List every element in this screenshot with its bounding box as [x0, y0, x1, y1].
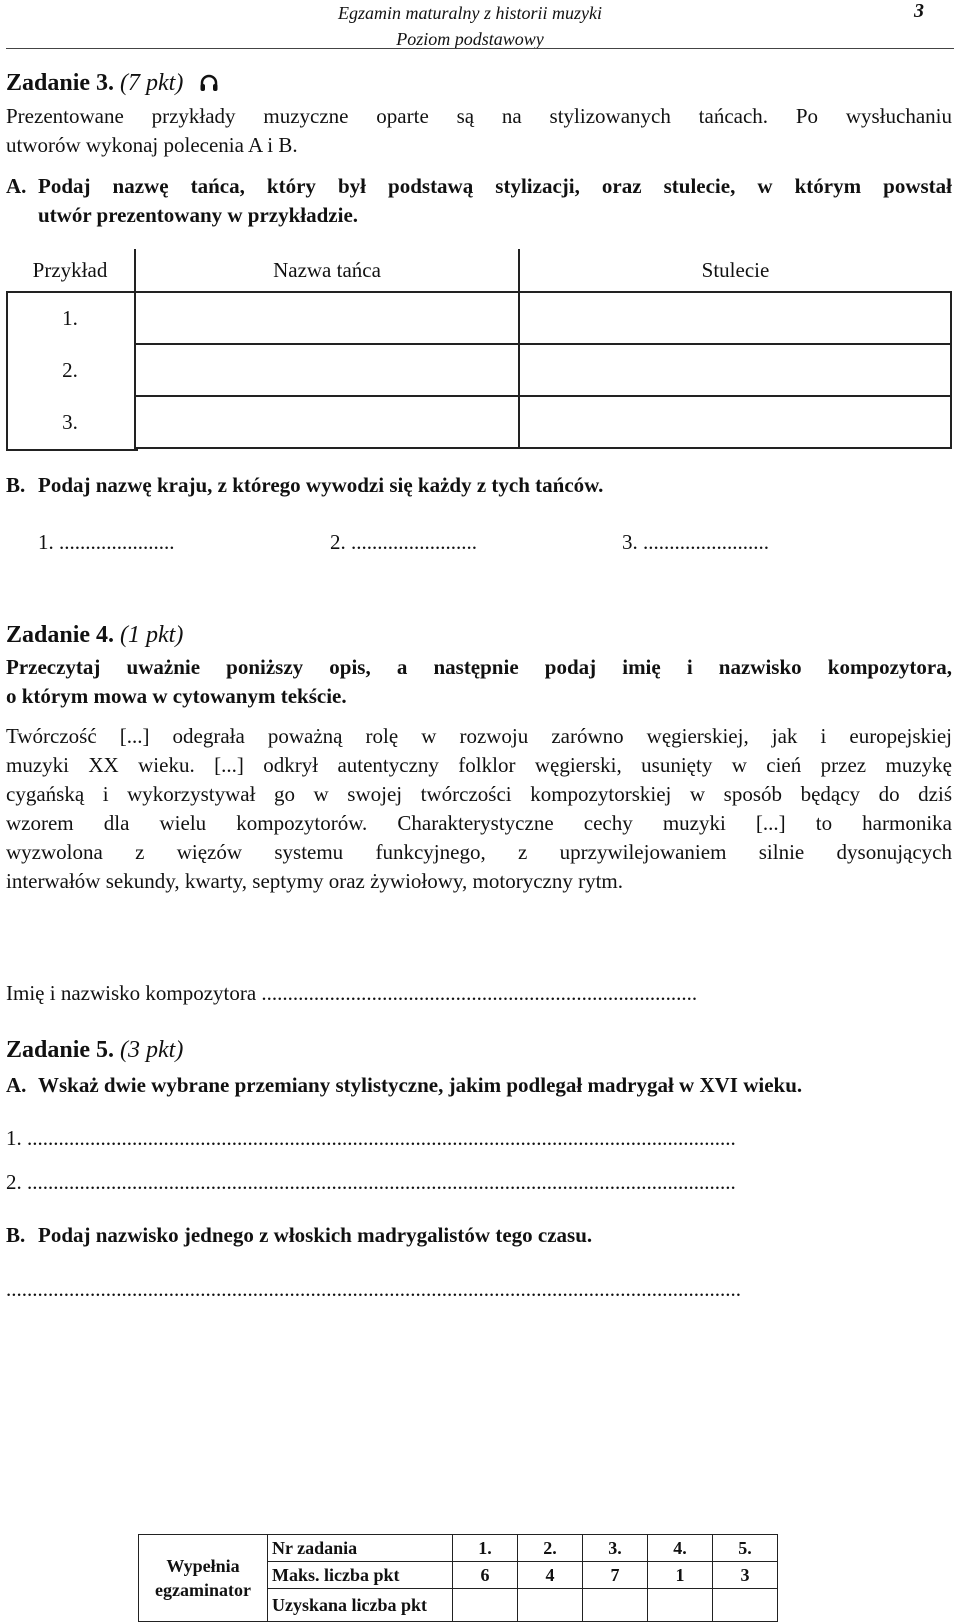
task4-title: Zadanie 4. — [6, 622, 115, 648]
table-row — [6, 396, 951, 448]
header-example: Przykład — [6, 249, 135, 292]
answer-line-1[interactable]: 1. ...................... — [38, 530, 175, 554]
obtained-points-cell[interactable] — [713, 1589, 778, 1622]
header-century: Stulecie — [519, 249, 951, 292]
row-label-max-points: Maks. liczba pkt — [268, 1562, 453, 1589]
headphones-icon — [199, 72, 219, 90]
dance-name-cell[interactable] — [135, 292, 519, 344]
century-cell[interactable] — [519, 396, 951, 448]
task-number-cell: 4. — [648, 1535, 713, 1562]
task-number-cell: 5. — [713, 1535, 778, 1562]
century-cell[interactable] — [519, 292, 951, 344]
task3-partB-text: Podaj nazwę kraju, z którego wywodzi się każdy z tych tańców. — [38, 473, 604, 497]
quote-line: muzyki XX wieku. [...] odkrył autentyczny folklor węgierski, usunięty w cień przez muzykę — [6, 753, 952, 777]
examiner-label-line2: egzaminator — [155, 1580, 251, 1600]
dance-name-cell[interactable] — [135, 396, 519, 448]
quote-line: wyzwolona z więzów systemu funkcyjnego, z uprzywilejowaniem silnie dysonujących — [6, 840, 952, 864]
task-number-cell: 3. — [583, 1535, 648, 1562]
max-points-cell: 3 — [713, 1562, 778, 1589]
task5-partA-label: A. — [6, 1073, 27, 1097]
task5-title: Zadanie 5. — [6, 1037, 115, 1063]
task5-partA-text: Wskaż dwie wybrane przemiany stylistyczne, jakim podlegał madrygał w XVI wieku. — [38, 1073, 803, 1097]
table-header-row — [6, 249, 951, 292]
task3-intro-line2: utworów wykonaj polecenia A i B. — [6, 133, 298, 157]
row-number: 2. — [62, 357, 78, 382]
task3-answer-table — [6, 249, 952, 449]
task3-heading — [6, 70, 219, 97]
row-label-obtained-points: Uzyskana liczba pkt — [268, 1589, 453, 1622]
exam-title: Egzamin maturalny z historii muzyki — [338, 3, 602, 23]
row-number: 3. — [62, 409, 78, 434]
composer-answer-line[interactable]: Imię i nazwisko kompozytora ................................................................................... — [6, 981, 698, 1005]
score-table — [138, 1534, 778, 1622]
task3-partA-line1: Podaj nazwę tańca, który był podstawą stylizacji, oraz stulecie, w którym powstał — [38, 174, 952, 198]
task5-points: (3 pkt) — [120, 1037, 184, 1063]
quote-line: Twórczość [...] odegrała poważną rolę w rozwoju zarówno węgierskiej, jak i europejskiej — [6, 724, 952, 748]
page-number: 3 — [914, 0, 924, 22]
obtained-points-cell[interactable] — [648, 1589, 713, 1622]
quote-line: wzorem dla wielu kompozytorów. Charakterystyczne cechy muzyki [...] to harmonika — [6, 811, 952, 835]
table-row — [6, 344, 951, 396]
answer-line-3[interactable]: 3. ........................ — [622, 530, 769, 554]
max-points-cell: 6 — [453, 1562, 518, 1589]
examiner-label — [139, 1535, 268, 1622]
dance-name-cell[interactable] — [135, 344, 519, 396]
max-points-cell: 4 — [518, 1562, 583, 1589]
century-cell[interactable] — [519, 344, 951, 396]
task-number-cell: 2. — [518, 1535, 583, 1562]
obtained-points-cell[interactable] — [453, 1589, 518, 1622]
task3-title: Zadanie 3. — [6, 70, 115, 96]
task4-points: (1 pkt) — [120, 622, 184, 648]
obtained-points-cell[interactable] — [518, 1589, 583, 1622]
row-number: 1. — [62, 306, 78, 330]
quote-line: cygańską i wykorzystywał go w swojej twórczości kompozytorskiej w sposób będący do dziś — [6, 782, 952, 806]
max-points-cell: 7 — [583, 1562, 648, 1589]
task3-intro-line1: Prezentowane przykłady muzyczne oparte są na stylizowanych tańcach. Po wysłuchaniu — [6, 104, 952, 128]
page-header — [300, 0, 640, 52]
max-points-cell: 1 — [648, 1562, 713, 1589]
table-left-rule — [6, 291, 8, 451]
task3-points: (7 pkt) — [120, 70, 184, 96]
task5-partB-text: Podaj nazwisko jednego z włoskich madrygalistów tego czasu. — [38, 1223, 593, 1247]
task5-answer-3[interactable]: ............................................................................................................................................ — [6, 1277, 741, 1301]
task5-partB-label: B. — [6, 1223, 26, 1247]
table-row — [6, 292, 951, 344]
obtained-points-cell[interactable] — [583, 1589, 648, 1622]
examiner-label-line1: Wypełnia — [166, 1556, 240, 1576]
header-dance-name: Nazwa tańca — [135, 249, 519, 292]
task5-heading — [6, 1037, 183, 1064]
task-number-cell: 1. — [453, 1535, 518, 1562]
answer-line-2[interactable]: 2. ........................ — [330, 530, 477, 554]
row-label-task-number: Nr zadania — [268, 1535, 453, 1562]
score-row-task-numbers — [139, 1535, 778, 1562]
task5-answer-2[interactable]: 2. ....................................................................................................................................... — [6, 1170, 736, 1194]
task4-heading — [6, 622, 183, 649]
quote-line: interwałów sekundy, kwarty, septymy oraz żywiołowy, motoryczny rytm. — [6, 869, 624, 893]
table-bottom-rule — [6, 449, 138, 451]
task5-answer-1[interactable]: 1. ....................................................................................................................................... — [6, 1126, 736, 1150]
task4-instruction-line2: o którym mowa w cytowanym tekście. — [6, 684, 347, 708]
task3-partA-line2: utwór prezentowany w przykładzie. — [38, 203, 359, 227]
task3-partB-label: B. — [6, 473, 26, 497]
header-divider — [6, 48, 954, 49]
task3-partA-label: A. — [6, 174, 27, 198]
exam-level: Poziom podstawowy — [396, 29, 544, 49]
task4-instruction-line1: Przeczytaj uważnie poniższy opis, a następnie podaj imię i nazwisko kompozytora, — [6, 655, 952, 679]
